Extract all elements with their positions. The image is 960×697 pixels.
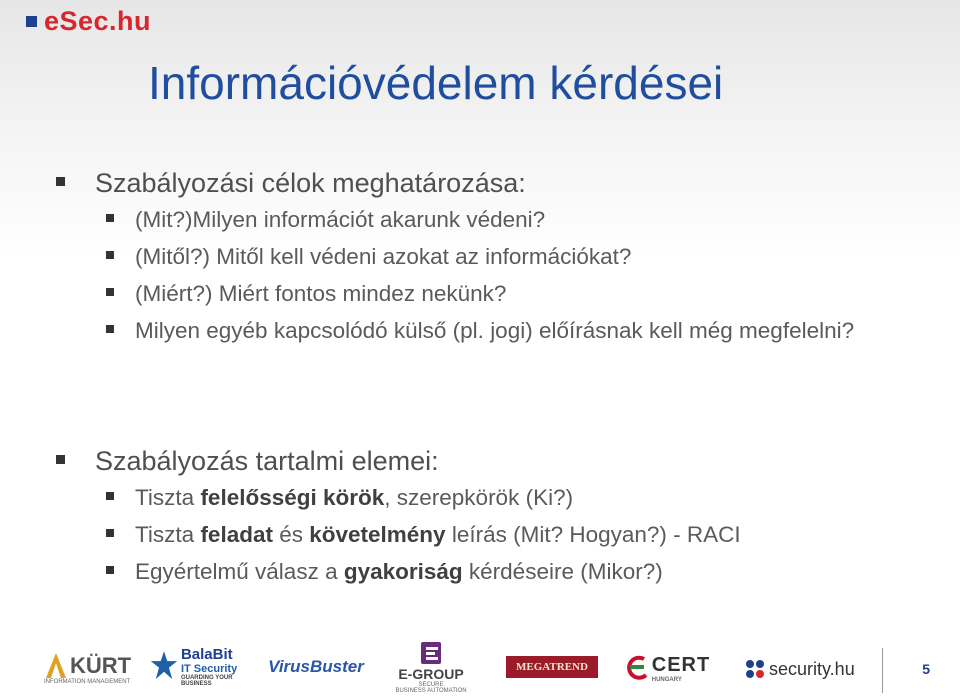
egroup-logo: E-GROUP SECURE BUSINESS AUTOMATION — [382, 636, 480, 697]
bullet-icon — [106, 492, 114, 500]
section-heading — [56, 168, 855, 199]
text-run: Tiszta — [135, 485, 201, 510]
bullet-icon — [106, 214, 114, 222]
list-item-text — [135, 317, 855, 344]
list-item — [106, 243, 855, 270]
bullet-icon — [106, 251, 114, 259]
bullet-icon — [106, 288, 114, 296]
bullet-icon — [56, 177, 65, 186]
virusbuster-logo: VirusBuster — [268, 657, 364, 676]
list-item — [106, 206, 855, 233]
list-item — [106, 280, 855, 307]
text-run: Egyértelmű válasz a — [135, 559, 344, 584]
balabit-star-icon — [150, 646, 178, 686]
text-run: , szerepkörök (Ki?) — [384, 485, 574, 510]
section-contents — [56, 446, 855, 595]
emphasis-text: feladat — [200, 522, 273, 547]
emphasis-text: gyakoriság — [343, 559, 463, 584]
text-run: leírás (Mit? Hogyan?) - RACI — [445, 522, 741, 547]
text-run: Milyen egyéb kapcsolódó külső (pl. jogi) előírásnak kell még megfelelni? — [135, 318, 855, 343]
list-item-text — [135, 280, 855, 307]
list-item — [106, 317, 855, 344]
bullet-list — [106, 206, 855, 344]
security-hu-logo: security.hu — [744, 656, 860, 682]
kurt-a-icon — [44, 651, 68, 679]
brand-square-icon — [26, 16, 37, 27]
text-run: Tiszta — [135, 522, 201, 547]
text-run: és — [272, 522, 310, 547]
megatrend-logo: MEGATREND — [506, 656, 598, 678]
emphasis-text: felelősségi körök — [200, 485, 385, 510]
list-item-text — [135, 206, 855, 233]
brand-name: eSec.hu — [44, 6, 152, 36]
list-item-text — [135, 484, 855, 511]
kurt-logo: KÜRT INFORMATION MANAGEMENT — [44, 653, 132, 685]
bullet-icon — [106, 566, 114, 574]
security-dots-icon — [744, 659, 766, 679]
text-run: (Mit?)Milyen információt akarunk védeni? — [135, 207, 546, 232]
list-item-text — [135, 558, 855, 585]
text-run: (Mitől?) Mitől kell védeni azokat az információkat? — [135, 244, 632, 269]
bullet-icon — [56, 455, 65, 464]
cert-swirl-icon — [624, 653, 650, 683]
emphasis-text: követelmény — [309, 522, 446, 547]
balabit-logo: BalaBit IT Security GUARDING YOUR BUSINESS — [150, 640, 250, 692]
section-heading-text: Szabályozási célok meghatározása: — [95, 168, 526, 198]
cert-logo: CERT HUNGARY — [618, 648, 716, 688]
section-heading — [56, 446, 855, 477]
page-title: Információvédelem kérdései — [148, 57, 724, 109]
text-run: kérdéseire (Mikor?) — [462, 559, 663, 584]
bullet-list — [106, 484, 855, 585]
section-goals — [56, 168, 855, 354]
bullet-icon — [106, 325, 114, 333]
egroup-e-icon — [418, 640, 444, 666]
list-item — [106, 558, 855, 585]
brand — [26, 6, 151, 37]
bullet-icon — [106, 529, 114, 537]
list-item-text — [135, 521, 855, 548]
footer-divider — [882, 648, 883, 693]
section-heading-text: Szabályozás tartalmi elemei: — [95, 446, 439, 476]
list-item — [106, 484, 855, 511]
page-number: 5 — [922, 661, 930, 677]
footer-logos — [0, 636, 960, 697]
text-run: (Miért?) Miért fontos mindez nekünk? — [135, 281, 507, 306]
list-item — [106, 521, 855, 548]
list-item-text — [135, 243, 855, 270]
